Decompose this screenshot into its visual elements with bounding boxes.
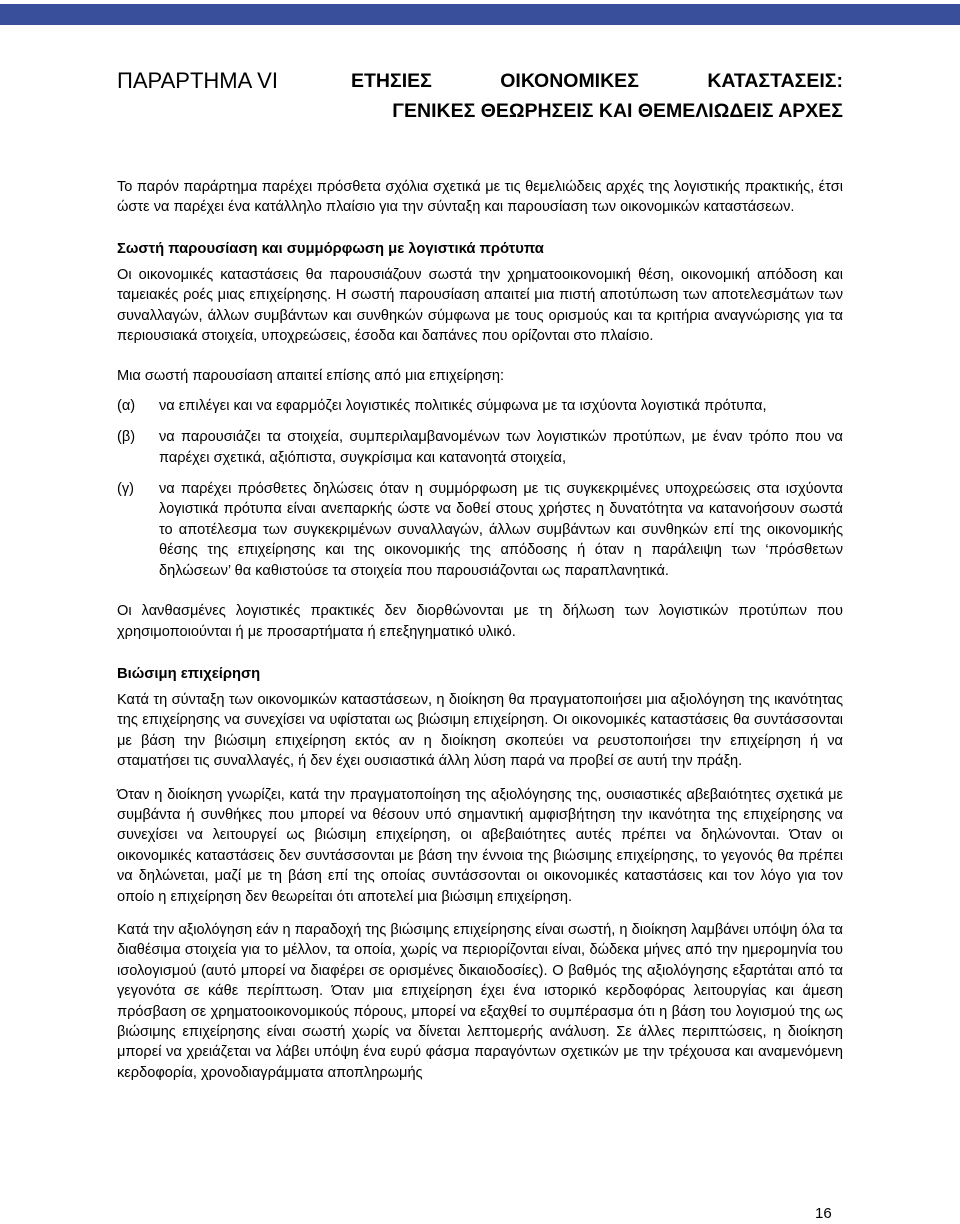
paragraph: Μια σωστή παρουσίαση απαιτεί επίσης από μια επιχείρηση: xyxy=(117,368,505,385)
paragraph: Κατά τη σύνταξη των οικονομικών καταστάσεων, η διοίκηση θα πραγματοποιήσει μια αξιολόγηση της ικανότητας της επιχείρησης να συνεχίσει να υφίσταται ως βιώσιμη επιχείρηση. Οι οικονομικές καταστάσεις θα συντάσσονται με βάση την βιώσιμη επιχείρηση εκτός αν η διοίκηση σκοπεύει να ρευστοποιήσει την επιχείρηση ή να σταματήσει τις συναλλαγές, ή δεν έχει ουσιαστικά άλλη λύση παρά να προβεί σε αυτή την πράξη. xyxy=(117,691,843,770)
list-item xyxy=(117,427,843,468)
paragraph: Οι λανθασμένες λογιστικές πρακτικές δεν διορθώνονται με τη δήλωση των λογιστικών προτύπων που χρησιμοποιούνται ή με προσαρτήματα ή επεξηγηματικό υλικό. xyxy=(117,603,843,640)
paragraph: Κατά την αξιολόγηση εάν η παραδοχή της βιώσιμης επιχείρησης είναι σωστή, η διοίκηση λαμβάνει υπόψη όλα τα διαθέσιμα στοιχεία για το μέλλον, τα οποία, χωρίς να περιορίζονται είναι, δώδεκα μήνες από την ημερομηνία του ισολογισμού (αυτό μπορεί να διαφέρει σε ορισμένες δικαιοδοσίες). Ο βαθμός της αξιολόγησης εξαρτάται από τα γεγονότα σε κάθε περίπτωση. Όταν μια επιχείρηση έχει ένα ιστορικό κερδοφόρας λειτουργίας και άμεση πρόσβαση σε χρηματοοικονομικούς πόρους, μπορεί να εξαχθεί το συμπέρασμα ότι η βάση του λογισμού της ως βιώσιμης επιχείρησης είναι σωστή χωρίς να δίνεται λεπτομερής ανάλυση. Σε άλλες περιπτώσεις, η διοίκηση μπορεί να χρειάζεται να λάβει υπόψη ένα ευρύ φάσμα παραγόντων σχετικών με την τρέχουσα και αναμενόμενη κερδοφορία, χρονοδιαγράμματα αποπληρωμής xyxy=(117,921,843,1081)
list-item xyxy=(117,479,843,581)
title-line-2: ΓΕΝΙΚΕΣ ΘΕΩΡΗΣΕΙΣ ΚΑΙ ΘΕΜΕΛΙΩΔΕΙΣ ΑΡΧΕΣ xyxy=(392,100,843,122)
list-item-label: (β) xyxy=(117,429,136,446)
title-word: ΚΑΤΑΣΤΑΣΕΙΣ: xyxy=(707,70,843,92)
document-page xyxy=(117,66,843,1083)
list-item-text: να επιλέγει και να εφαρμόζει λογιστικές πολιτικές σύμφωνα με τα ισχύοντα λογιστικά πρότυπα, xyxy=(159,397,767,414)
intro-paragraph: Το παρόν παράρτημα παρέχει πρόσθετα σχόλια σχετικά με τις θεμελιώδεις αρχές της λογιστικής πρακτικής, έτσι ώστε να παρέχει ένα κατάλληλο πλαίσιο για την σύνταξη και παρουσίαση των οικονομικών καταστάσεων. xyxy=(117,179,843,216)
title-heading xyxy=(351,66,843,126)
title-word: ΟΙΚΟΝΟΜΙΚΕΣ xyxy=(500,70,639,92)
section-heading-fair-presentation: Σωστή παρουσίαση και συμμόρφωση με λογιστικά πρότυπα xyxy=(117,240,544,257)
section-heading-going-concern: Βιώσιμη επιχείρηση xyxy=(117,665,261,682)
list-item xyxy=(117,396,843,416)
page-number: 16 xyxy=(815,1205,832,1222)
list-item-label: (γ) xyxy=(117,481,135,498)
header-bar xyxy=(0,4,960,25)
title-word: ΕΤΗΣΙΕΣ xyxy=(351,70,432,92)
title-line-1 xyxy=(351,66,843,96)
paragraph: Όταν η διοίκηση γνωρίζει, κατά την πραγματοποίηση της αξιολόγησης της, ουσιαστικές αβεβαιότητες σχετικά με συμβάντα ή συνθήκες που μπορεί να θέσουν υπό σημαντική αμφισβήτηση την ικανότητα της επιχείρησης να συνεχίσει να λειτουργεί ως βιώσιμη επιχείρηση, οι αβεβαιότητες αυτές πρέπει να δηλώνονται. Όταν οι οικονομικές καταστάσεις δεν συντάσσονται με βάση την έννοια της βιώσιμης επιχείρησης, το γεγονός θα πρέπει να δηλώνεται, μαζί με τη βάση επί της οποίας συντάσσονται οι οικονομικές καταστάσεις και τον λόγο για τον οποίο η επιχείρηση δεν θεωρείται ότι αποτελεί μια βιώσιμη επιχείρηση. xyxy=(117,786,843,905)
paragraph: Οι οικονομικές καταστάσεις θα παρουσιάζουν σωστά την χρηματοοικονομική θέση, οικονομική απόδοση και ταμειακές ροές μιας επιχείρησης. Η σωστή παρουσίαση απαιτεί μια πιστή αποτύπωση των αποτελεσμάτων των συναλλαγών, άλλων συμβάντων και συνθηκών σύμφωνα με τους ορισμούς και τα κριτήρια αναγνώρισης για τα περιουσιακά στοιχεία, υποχρεώσεις, έσοδα και δαπάνες που ορίζονται στο πλαίσιο. xyxy=(117,266,843,345)
list-item-text: να παρουσιάζει τα στοιχεία, συμπεριλαμβανομένων των λογιστικών προτύπων, με έναν τρόπο που να παρέχει σχετικά, αξιόπιστα, συγκρίσιμα και κατανοητά στοιχεία, xyxy=(159,429,843,466)
document-title xyxy=(117,66,843,126)
annex-label: ΠΑΡΑΡΤΗΜΑ VI xyxy=(117,68,278,93)
list-item-label: (α) xyxy=(117,397,136,414)
list-item-text: να παρέχει πρόσθετες δηλώσεις όταν η συμμόρφωση με τις συγκεκριμένες υποχρεώσεις στα ισχύοντα λογιστικά πρότυπα είναι ανεπαρκής ώστε να δοθεί στους χρήστες η δυνατότητα να κατανοήσουν σωστά το αποτέλεσμα των συγκεκριμένων συναλλαγών, άλλων συμβάντων και συνθηκών επί της οικονομικής θέσης της επιχείρησης και της οικονομικής της απόδοσης ή όταν η παράλειψη των ‘πρόσθετων δηλώσεων’ θα καθιστούσε τα στοιχεία που παρουσιάζονται ως παραπλανητικά. xyxy=(159,481,843,579)
